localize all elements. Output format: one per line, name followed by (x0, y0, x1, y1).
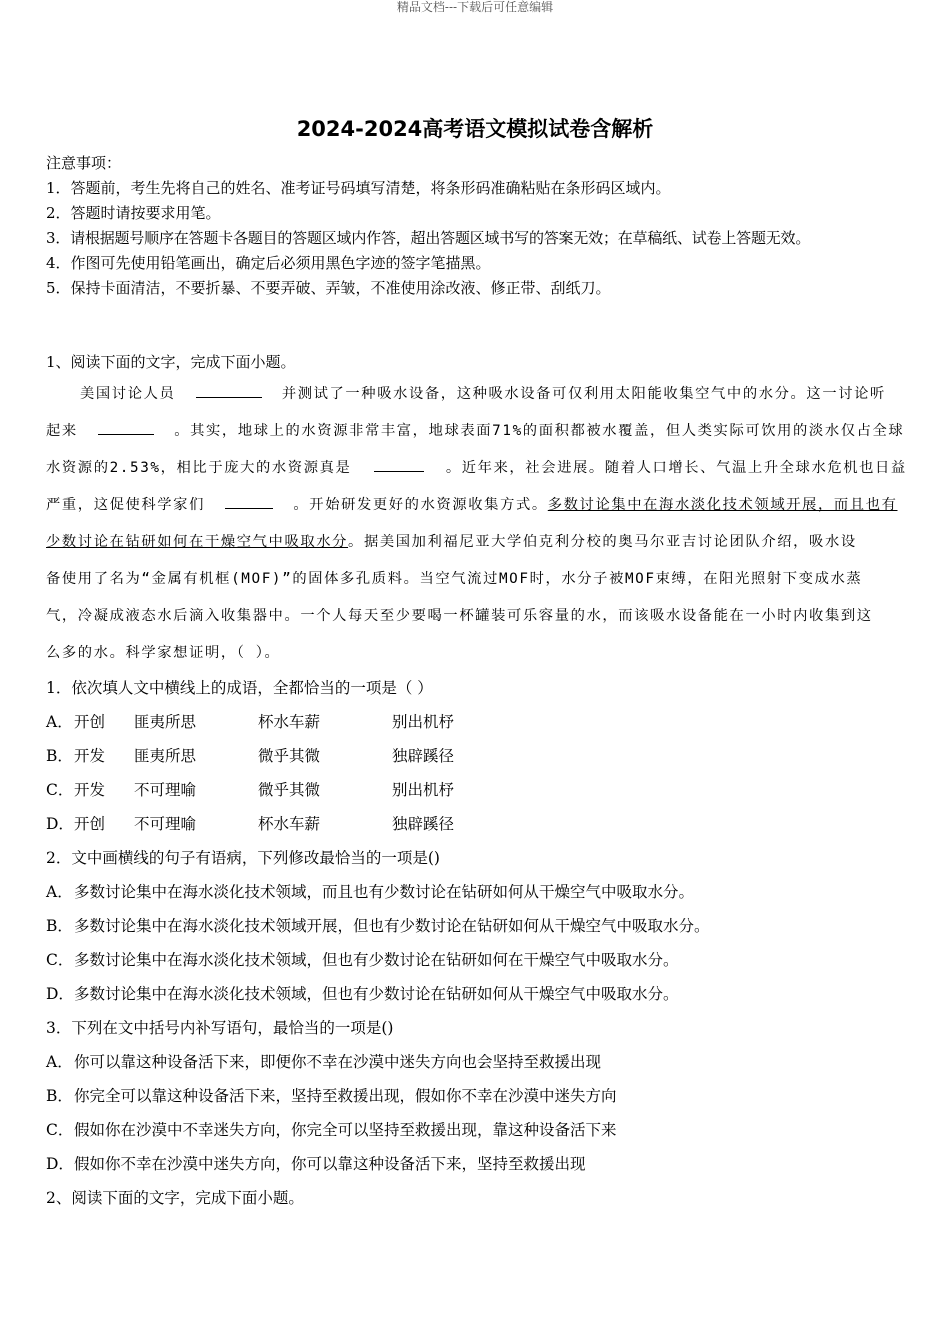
option-word: 独辟蹊径 (392, 747, 455, 765)
passage-text: 。开始研发更好的水资源收集方式。 (293, 497, 548, 513)
option-word: 杯水车薪 (258, 815, 321, 833)
option-label: B． (46, 917, 73, 935)
q2-option-a[interactable] (46, 880, 916, 914)
question-3: 3．下列在文中括号内补写语句，最恰当的一项是() (46, 1019, 394, 1037)
option-label: D． (46, 815, 74, 833)
option-label: C． (46, 1121, 74, 1139)
passage-text: 么多的水。科学家想证明，（ ）。 (46, 645, 281, 661)
q3-option-b[interactable] (46, 1084, 916, 1118)
underlined-sentence: 少数讨论在钻研如何在干燥空气中吸取水分 (46, 534, 349, 550)
notice-item: 2．答题时请按要求用笔。 (46, 204, 221, 222)
underlined-sentence: 多数讨论集中在海水淡化技术领域开展，而且也有 (547, 497, 898, 513)
notice-block (46, 151, 916, 301)
section-2-heading: 2、阅读下面的文字，完成下面小题。 (46, 1189, 304, 1207)
passage-text: 并测试了一种吸水设备，这种吸水设备可仅利用太阳能收集空气中的水分。这一讨论听 (281, 386, 886, 402)
page-header: 精品文档---下载后可任意编辑 (396, 0, 554, 14)
reading-passage (46, 376, 906, 672)
option-word: 不可理喻 (134, 781, 197, 799)
option-text: 你完全可以靠这种设备活下来，坚持至救援出现，假如你不幸在沙漠中迷失方向 (74, 1087, 617, 1105)
q3-option-d[interactable] (46, 1152, 916, 1186)
option-label: A． (46, 883, 73, 901)
passage-text: 严重，这促使科学家们 (46, 497, 205, 513)
passage-text: 。其实，地球上的水资源非常丰富，地球表面71%的面积都被水覆盖，但人类实际可饮用的淡水仅占全球 (174, 423, 905, 439)
notice-item: 1．答题前，考生先将自己的姓名、准考证号码填写清楚，将条形码准确粘贴在条形码区域内。 (46, 179, 671, 197)
option-label: A． (46, 713, 73, 731)
option-label: A． (46, 1053, 73, 1071)
question-2: 2．文中画横线的句子有语病，下列修改最恰当的一项是() (46, 849, 440, 867)
notice-heading: 注意事项： (46, 154, 122, 172)
passage-text: 水资源的2.53%，相比于庞大的水资源真是 (46, 460, 352, 476)
fill-blank (374, 453, 424, 472)
option-label: C． (46, 781, 74, 799)
q1-option-d[interactable] (46, 812, 916, 846)
option-word: 开发 (74, 747, 106, 765)
option-label: C． (46, 951, 74, 969)
option-word: 独辟蹊径 (392, 815, 455, 833)
option-text: 假如你在沙漠中不幸迷失方向，你完全可以坚持至救援出现，靠这种设备活下来 (74, 1121, 617, 1139)
option-word: 匪夷所思 (134, 747, 197, 765)
q3-option-c[interactable] (46, 1118, 916, 1152)
notice-item: 4．作图可先使用铅笔画出，确定后必须用黑色字迹的签字笔描黑。 (46, 254, 491, 272)
notice-item: 3．请根据题号顺序在答题卡各题目的答题区域内作答，超出答题区域书写的答案无效；在草稿纸、试卷上答题无效。 (46, 229, 811, 247)
option-word: 开创 (74, 713, 106, 731)
q2-option-b[interactable] (46, 914, 916, 948)
option-word: 别出机杼 (392, 781, 455, 799)
option-word: 微乎其微 (258, 781, 321, 799)
option-word: 开发 (74, 781, 106, 799)
q2-option-d[interactable] (46, 982, 916, 1016)
q2-option-c[interactable] (46, 948, 916, 982)
passage-text: 。据美国加利福尼亚大学伯克利分校的奥马尔亚吉讨论团队介绍，吸水设 (348, 534, 857, 550)
page-title: 2024-2024高考语文模拟试卷含解析 (296, 117, 654, 141)
passage-text: 备使用了名为“金属有机框(MOF)”的固体多孔质料。当空气流过MOF时，水分子被MOF束缚，在阳光照射下变成水蒸 (46, 571, 863, 587)
passage-text: 起来 (46, 423, 78, 439)
q3-option-a[interactable] (46, 1050, 916, 1084)
question-1: 1．依次填人文中横线上的成语，全都恰当的一项是（ ） (46, 679, 433, 697)
option-label: B． (46, 1087, 73, 1105)
fill-blank (225, 490, 273, 509)
option-word: 开创 (74, 815, 106, 833)
passage-text: 。近年来，社会进展。随着人口增长、气温上升全球水危机也日益 (445, 460, 907, 476)
q1-option-a[interactable] (46, 710, 916, 744)
option-text: 多数讨论集中在海水淡化技术领域，但也有少数讨论在钻研如何在干燥空气中吸取水分。 (74, 951, 679, 969)
option-text: 假如你不幸在沙漠中迷失方向，你可以靠这种设备活下来，坚持至救援出现 (74, 1155, 586, 1173)
option-label: D． (46, 985, 74, 1003)
section-1-heading: 1、阅读下面的文字，完成下面小题。 (46, 353, 296, 371)
passage-text: 气，冷凝成液态水后滴入收集器中。一个人每天至少要喝一杯罐装可乐容量的水，而该吸水设备能在一小时内收集到这 (46, 608, 873, 624)
option-word: 别出机杼 (392, 713, 455, 731)
passage-text: 美国讨论人员 (80, 386, 176, 402)
fill-blank (196, 379, 262, 398)
notice-item: 5．保持卡面清洁，不要折暴、不要弄破、弄皱，不准使用涂改液、修正带、刮纸刀。 (46, 279, 611, 297)
option-word: 微乎其微 (258, 747, 321, 765)
option-text: 多数讨论集中在海水淡化技术领域，而且也有少数讨论在钻研如何从干燥空气中吸取水分。 (74, 883, 695, 901)
q1-option-b[interactable] (46, 744, 916, 778)
q1-option-c[interactable] (46, 778, 916, 812)
option-word: 匪夷所思 (134, 713, 197, 731)
option-text: 多数讨论集中在海水淡化技术领域，但也有少数讨论在钻研如何从干燥空气中吸取水分。 (74, 985, 679, 1003)
questions-block (46, 676, 916, 1220)
option-label: D． (46, 1155, 74, 1173)
fill-blank (98, 416, 154, 435)
option-text: 你可以靠这种设备活下来，即便你不幸在沙漠中迷失方向也会坚持至救援出现 (74, 1053, 602, 1071)
option-text: 多数讨论集中在海水淡化技术领域开展，但也有少数讨论在钻研如何从干燥空气中吸取水分。 (74, 917, 710, 935)
option-word: 不可理喻 (134, 815, 197, 833)
option-label: B． (46, 747, 73, 765)
option-word: 杯水车薪 (258, 713, 321, 731)
